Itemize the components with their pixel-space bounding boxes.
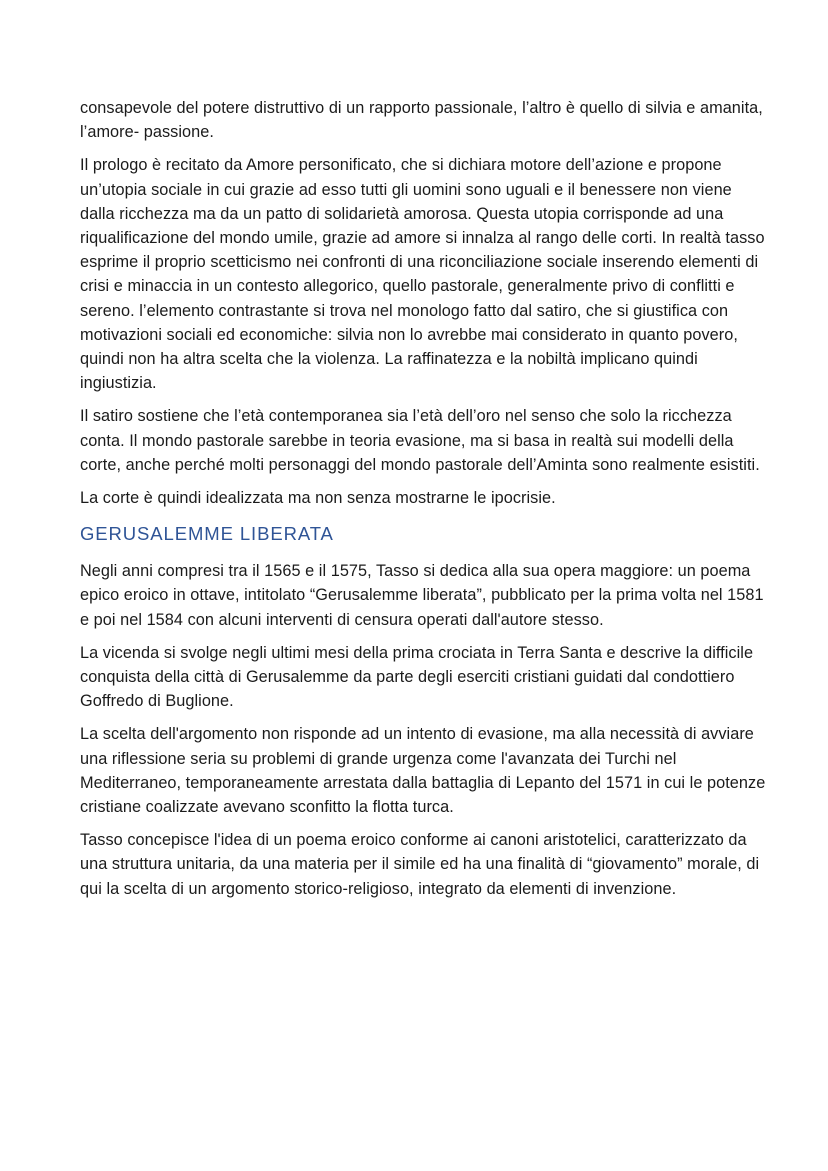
paragraph-continuation: consapevole del potere distruttivo di un rapporto passionale, l’altro è quello di silvia e amanita, l’amore- passione. xyxy=(80,99,763,142)
paragraph-satiro: Il satiro sostiene che l’età contemporanea sia l’età dell’oro nel senso che solo la ricchezza conta. Il mondo pastorale sarebbe in teoria evasione, ma si basa in realtà sui modelli della corte, anche perché molti personaggi del mondo pastorale dell’Aminta sono realmente esistiti. xyxy=(80,407,760,474)
paragraph-opera-maggiore: Negli anni compresi tra il 1565 e il 1575, Tasso si dedica alla sua opera maggiore: un poema epico eroico in ottave, intitolato “Gerusalemme liberata”, pubblicato per la prima volta nel 1581 e poi nel 1584 con alcuni interventi di censura operati dall'autore stesso. xyxy=(80,562,764,629)
paragraph-vicenda: La vicenda si svolge negli ultimi mesi della prima crociata in Terra Santa e descrive la difficile conquista della città di Gerusalemme da parte degli eserciti cristiani guidati dal condottiero Goffredo di Buglione. xyxy=(80,643,754,711)
paragraph-prologo: Il prologo è recitato da Amore personificato, che si dichiara motore dell’azione e propone un’utopia sociale in cui grazie ad esso tutti gli uomini sono uguali e il benessere non viene dalla ricchezza ma da un patto di solidarietà amorosa. Questa utopia corrisponde ad una riqualificazione del mondo umile, grazie ad amore si innalza al rango delle corti. In realtà tasso esprime il proprio scetticismo nei confronti di una riconciliazione sociale inserendo elementi di crisi e minaccia in un contesto allegorico, quello pastorale, generalmente privo di conflitti e sereno. l’elemento contrastante si trova nel monologo fatto dal satiro, che si giustifica con motivazioni sociali ed economiche: silvia non lo avrebbe mai considerato in quanto povero, quindi non ha altra scelta che la violenza. La raffinatezza e la nobiltà implicano quindi ingiustizia. xyxy=(80,156,765,393)
paragraph-scelta-argomento: La scelta dell'argomento non risponde ad un intento di evasione, ma alla necessità di avviare una riflessione seria su problemi di grande urgenza come l'avanzata dei Turchi nel Mediterraneo, temporaneamente arrestata dalla battaglia di Lepanto del 1571 in cui le potenze cristiane coalizzate avevano sconfitto la flotta turca. xyxy=(80,725,766,817)
paragraph-corte: La corte è quindi idealizzata ma non senza mostrarne le ipocrisie. xyxy=(80,489,556,508)
paragraph-poema-eroico: Tasso concepisce l'idea di un poema eroico conforme ai canoni aristotelici, caratterizzato da una struttura unitaria, da una materia per il simile ed ha una finalità di “giovamento” morale, di qui la scelta di un argomento storico-religioso, integrato da elementi di invenzione. xyxy=(80,831,760,898)
section-heading: GERUSALEMME LIBERATA xyxy=(80,523,334,545)
